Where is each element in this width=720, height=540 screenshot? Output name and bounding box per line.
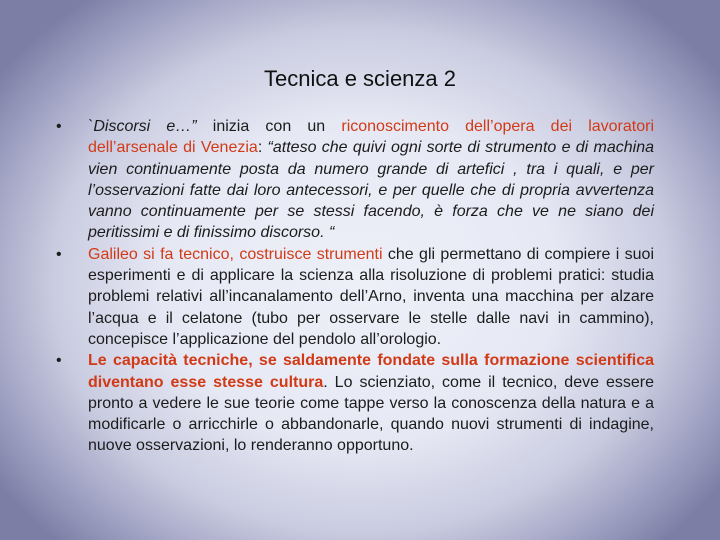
- bullet-item-discorsi: [56, 116, 654, 244]
- highlight-text: Galileo si fa tecnico, costruisce strumenti: [88, 245, 383, 263]
- quote-start: `Discorsi e…”: [88, 118, 197, 135]
- slide-title: Tecnica e scienza 2: [264, 66, 456, 91]
- bullet-item-galileo: [56, 244, 654, 350]
- bullet-icon: •: [56, 352, 62, 370]
- bullet-item-capacita: [56, 350, 654, 456]
- bullet-icon: •: [56, 245, 62, 263]
- highlight-text: Le capacità tecniche, se saldamente fondate sulla: [88, 352, 478, 370]
- bullet-text: inizia con un: [196, 118, 342, 135]
- bullet-list: [56, 116, 654, 457]
- bullet-icon: •: [56, 118, 62, 135]
- quote-text: “atteso che quivi ogni sorte di strumento e di machina vien continuamente posta da numero grande di artefici , tra i quali, e per l’osservazioni fatte dai loro antecessori, e per quelle che di propria avvertenza vanno continuamente per se stessi facendo, è forza che ve ne siano dei peritissimi e di finissimo discorso. “: [88, 139, 654, 242]
- bullet-text: :: [257, 139, 268, 157]
- bullet-text: che gli permettano di compiere i suoi esperimenti e di applicare la scienza alla risoluzione di problemi pratici: studia problemi relativi all’incanalamento dell’Arno, inventa una macchina per alzare l’acqua e il celatone (tubo per osservare le stelle dalle navi in cammino), concepisce l’applicazione del pendolo all’orologio.: [88, 245, 655, 348]
- bullet-text: . Lo scienziato, come il tecnico, deve essere pronto a vedere le sue teorie come tappe verso la conoscenza della natura e a modificarle o arricchirle o abbandonarle, quando nuovi strumenti di indagine, nuove osservazioni, lo renderanno opportuno.: [88, 373, 655, 455]
- highlight-text: riconoscimento dell’opera dei lavoratori dell’arsenale di Venezia: [88, 118, 655, 157]
- bold-highlight-text: formazione scientifica diventano esse stesse cultura: [88, 352, 654, 391]
